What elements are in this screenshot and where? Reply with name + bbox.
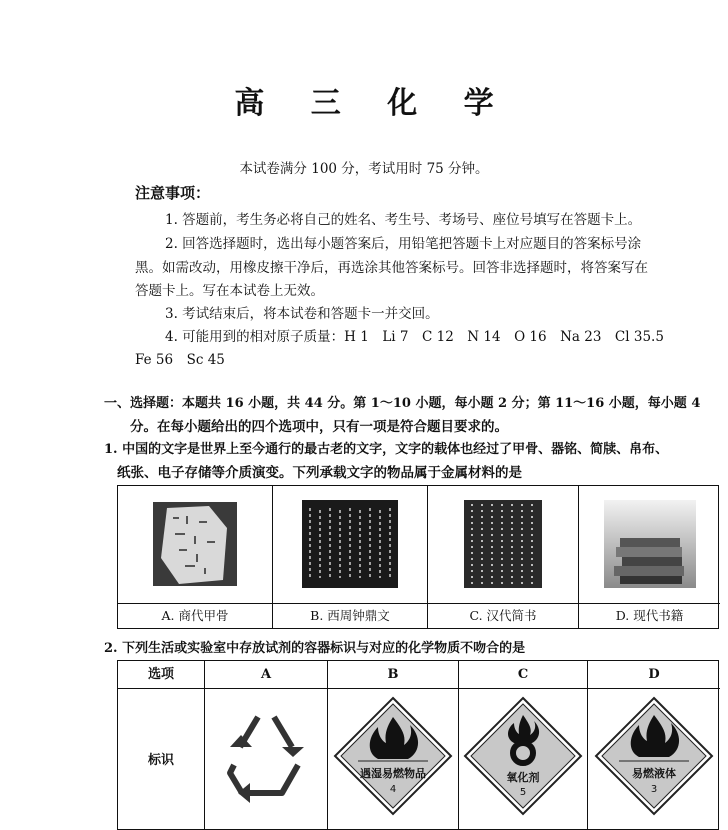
- question-2-line-1: 2. 下列生活或实验室中存放试剂的容器标识与对应的化学物质不吻合的是: [104, 641, 526, 656]
- sign-d-class: 3: [650, 784, 658, 795]
- option-d-label: D. 现代书籍: [579, 603, 720, 628]
- sign-c-text: 氧化剂: [506, 771, 540, 784]
- notice-line-5: 3. 考试结束后，将本试卷和答题卡一并交回。: [165, 306, 439, 322]
- section-instruction-1: 一、选择题：本题共 16 小题，共 44 分。第 1～10 小题，每小题 2 分；第 11～16 小题，每小题 4: [104, 396, 701, 411]
- header-d: D: [588, 661, 720, 689]
- row-label-cell: [118, 689, 205, 829]
- sign-d-text: 易燃液体: [632, 767, 676, 780]
- row-label: 标识: [147, 753, 174, 768]
- notice-line-1: 1. 答题前，考生务必将自己的姓名、考生号、考场号、座位号填写在答题卡上。: [165, 212, 642, 228]
- notice-heading: 注意事项：: [135, 184, 211, 202]
- dangerous-when-wet-sign: [332, 695, 454, 817]
- notice-line-6: 4. 可能用到的相对原子质量：H 1 Li 7 C 12 N 14 O 16 Na 23 Cl 35.5: [165, 329, 664, 345]
- notice-line-4: 答题卡上。写在本试卷上无效。: [135, 283, 324, 299]
- notice-line-7: Fe 56 Sc 45: [135, 352, 225, 368]
- header-a: A: [205, 661, 328, 689]
- question-1-line-2: 纸张、电子存储等介质演变。下列承载文字的物品属于金属材料的是: [117, 465, 522, 481]
- sign-a-cell: [205, 689, 328, 829]
- page-title: 高 三 化 学: [234, 86, 512, 121]
- sign-b-class: 4: [389, 784, 397, 795]
- oxidizer-sign: [462, 695, 584, 817]
- question-1-line-1: 1. 中国的文字是世界上至今通行的最古老的文字，文字的载体也经过了甲骨、器铭、简牍、帛布、: [104, 442, 669, 457]
- recycle-icon: [210, 695, 322, 807]
- section-instruction-2: 分。在每小题给出的四个选项中，只有一项是符合题目要求的。: [130, 419, 508, 435]
- option-c-label: C. 汉代简书: [428, 603, 578, 628]
- header-c: C: [459, 661, 588, 689]
- bronze-inscription-image: [300, 498, 400, 590]
- option-b-cell: [273, 486, 428, 628]
- notice-line-2: 2. 回答选择题时，选出每小题答案后，用铅笔把答题卡上对应题目的答案标号涂: [165, 236, 642, 252]
- option-c-cell: [428, 486, 579, 628]
- exam-info: 本试卷满分 100 分，考试用时 75 分钟。: [239, 161, 489, 177]
- option-a-label: A. 商代甲骨: [118, 603, 272, 628]
- books-stack-image: [602, 498, 698, 590]
- question-2-table: [117, 660, 719, 830]
- header-option: 选项: [118, 661, 205, 689]
- sign-b-cell: [328, 689, 459, 829]
- sign-c-class: 5: [519, 787, 527, 798]
- sign-b-text: 遇湿易燃物品: [360, 767, 426, 780]
- option-d-cell: [579, 486, 720, 628]
- option-b-label: B. 西周钟鼎文: [273, 603, 427, 628]
- bamboo-slips-image: [462, 498, 544, 590]
- header-b: B: [328, 661, 459, 689]
- sign-d-cell: [588, 689, 720, 829]
- sign-c-cell: [459, 689, 588, 829]
- option-a-cell: [118, 486, 273, 628]
- flammable-liquid-sign: [593, 695, 715, 817]
- notice-line-3: 黑。如需改动，用橡皮擦干净后，再选涂其他答案标号。回答非选择题时，将答案写在: [135, 260, 648, 276]
- oracle-bone-image: [149, 498, 241, 590]
- question-1-options-table: [117, 485, 719, 629]
